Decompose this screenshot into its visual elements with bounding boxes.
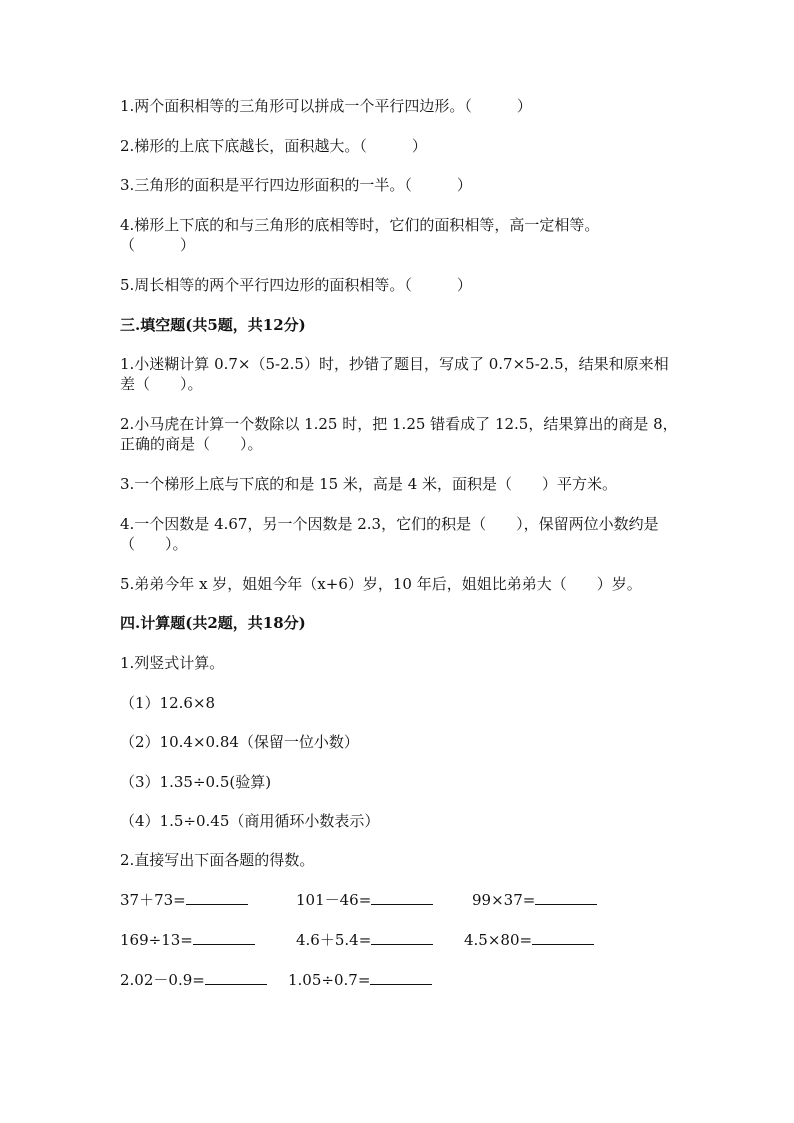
vertical-calc-part: （1）12.6×8 bbox=[120, 694, 216, 712]
answer-blank[interactable] bbox=[371, 890, 433, 905]
oral-calc-item bbox=[472, 890, 597, 910]
answer-blank[interactable] bbox=[370, 970, 432, 985]
oral-calc-expression: 4.5×80= bbox=[464, 931, 533, 949]
fill-blank-item: 2.小马虎在计算一个数除以 1.25 时，把 1.25 错看成了 12.5，结果算出的商是 8，正确的商是（ ）。 bbox=[120, 415, 678, 453]
oral-calc-item bbox=[120, 930, 255, 950]
section-heading-calculation: 四.计算题(共2题，共18分) bbox=[120, 614, 306, 632]
judgement-item: 5.周长相等的两个平行四边形的面积相等。（ ） bbox=[120, 276, 472, 294]
oral-calc-expression: 37＋73= bbox=[120, 891, 186, 909]
oral-calc-item bbox=[296, 930, 433, 950]
oral-calc-item bbox=[120, 970, 267, 990]
oral-calc-item bbox=[288, 970, 432, 990]
oral-calc-item bbox=[120, 890, 248, 910]
vertical-calc-part: （3）1.35÷0.5(验算) bbox=[120, 773, 272, 791]
fill-blank-item: 3.一个梯形上底与下底的和是 15 米，高是 4 米，面积是（ ）平方米。 bbox=[120, 475, 618, 493]
question-title: 1.列竖式计算。 bbox=[120, 654, 225, 672]
answer-blank[interactable] bbox=[193, 930, 255, 945]
oral-calc-item bbox=[464, 930, 594, 950]
answer-blank[interactable] bbox=[371, 930, 433, 945]
answer-blank[interactable] bbox=[186, 890, 248, 905]
fill-blank-item: 4.一个因数是 4.67，另一个因数是 2.3，它们的积是（ ），保留两位小数约是（ ）。 bbox=[120, 515, 659, 553]
answer-blank[interactable] bbox=[205, 970, 267, 985]
oral-calc-expression: 1.05÷0.7= bbox=[288, 971, 371, 989]
oral-calc-expression: 2.02－0.9= bbox=[120, 971, 205, 989]
vertical-calc-part: （4）1.5÷0.45（商用循环小数表示） bbox=[120, 812, 380, 830]
section-heading-fill-blank: 三.填空题(共5题，共12分) bbox=[120, 316, 306, 334]
answer-blank[interactable] bbox=[535, 890, 597, 905]
answer-blank[interactable] bbox=[532, 930, 594, 945]
oral-calc-expression: 4.6＋5.4= bbox=[296, 931, 372, 949]
judgement-item: 1.两个面积相等的三角形可以拼成一个平行四边形。（ ） bbox=[120, 97, 532, 115]
oral-calc-expression: 101－46= bbox=[296, 891, 372, 909]
fill-blank-item: 1.小迷糊计算 0.7×（5-2.5）时，抄错了题目，写成了 0.7×5-2.5，结果和原来相差（ ）。 bbox=[120, 355, 669, 393]
vertical-calc-part: （2）10.4×0.84（保留一位小数） bbox=[120, 733, 359, 751]
oral-calc-expression: 169÷13= bbox=[120, 931, 193, 949]
fill-blank-item: 5.弟弟今年 x 岁，姐姐今年（x+6）岁，10 年后，姐姐比弟弟大（ ）岁。 bbox=[120, 575, 642, 593]
judgement-item: 3.三角形的面积是平行四边形面积的一半。（ ） bbox=[120, 176, 472, 194]
judgement-item: 2.梯形的上底下底越长，面积越大。（ ） bbox=[120, 137, 427, 155]
question-title: 2.直接写出下面各题的得数。 bbox=[120, 851, 315, 869]
oral-calc-expression: 99×37= bbox=[472, 891, 536, 909]
judgement-item: 4.梯形上下底的和与三角形的底相等时，它们的面积相等，高一定相等。（ ） bbox=[120, 216, 600, 254]
oral-calc-item bbox=[296, 890, 433, 910]
